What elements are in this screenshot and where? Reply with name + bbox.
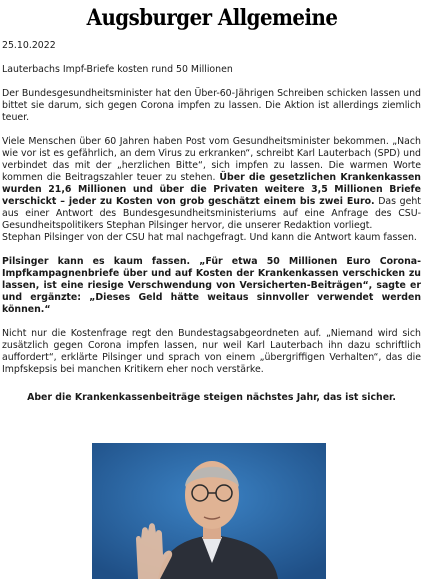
article-closing-line: Aber die Krankenkassenbeiträge steigen nächstes Jahr, das ist sicher.	[27, 392, 396, 403]
article-date: 25.10.2022	[2, 40, 56, 51]
article-paragraph-3: Stephan Pilsinger von der CSU hat mal nachgefragt. Und kann die Antwort kaum fassen.	[2, 232, 417, 243]
article-paragraph-5: Nicht nur die Kostenfrage regt den Bundestagsabgeordneten auf. „Niemand wird sich zusätzlich gegen Corona impfen lassen, nur weil Karl Lauterbach ihn dazu schriftlich auffordert“, erklärte Pilsinger und sprach von einem „übergriffigen Verhalten“, das die Impfskepsis bei manchen Kritikern eher noch verstärke.	[2, 328, 421, 375]
article-headline: Lauterbachs Impf-Briefe kosten rund 50 Millionen	[2, 64, 233, 75]
article-body	[2, 40, 421, 404]
portrait-illustration	[92, 443, 326, 579]
paragraph-2-bold: Über die gesetzlichen Krankenkassen wurden 21,6 Millionen und über die Privaten weitere 3,5 Millionen Briefe verschickt – jeder zu Kosten von grob geschätzt einem bis zwei Euro.	[2, 172, 421, 207]
article-paragraph-4: Pilsinger kann es kaum fassen. „Für etwa 50 Millionen Euro Corona-Impfkampagnenbriefe über und auf Kosten der Krankenkassen verschicken zu lassen, ist eine riesige Verschwendung von Versicherten-Beiträgen“, sagte er und ergänzte: „Dieses Geld hätte weitaus sinnvoller verwendet werden können.“	[2, 256, 421, 315]
article-photo	[92, 443, 326, 579]
article-paragraph-2	[2, 136, 421, 232]
paragraph-2-text-a: Viele Menschen über 60 Jahren haben Post vom Gesundheitsminister bekommen. „Nach wie vor ist es gefährlich, an dem Virus zu erkranken“, schreibt Karl Lauterbach (SPD) und verbindet das mit der „herzlichen Bitte“, sich impfen zu lassen. Die warmen Worte kommen die Beitragszahler teuer zu stehen.	[2, 136, 421, 183]
article-intro: Der Bundesgesundheitsminister hat den Über-60-Jährigen Schreiben schicken lassen und bittet sie darum, sich gegen Corona impfen zu lassen. Die Aktion ist allerdings ziemlich teuer.	[2, 88, 421, 123]
newspaper-masthead: Augsburger Allgemeine	[86, 5, 338, 31]
paragraph-2-text-b: Das geht aus einer Antwort des Bundesgesundheitsministeriums auf eine Anfrage des CSU-Gesundheitspolitikers Stephan Pilsinger hervor, die unserer Redaktion vorliegt.	[2, 196, 421, 231]
